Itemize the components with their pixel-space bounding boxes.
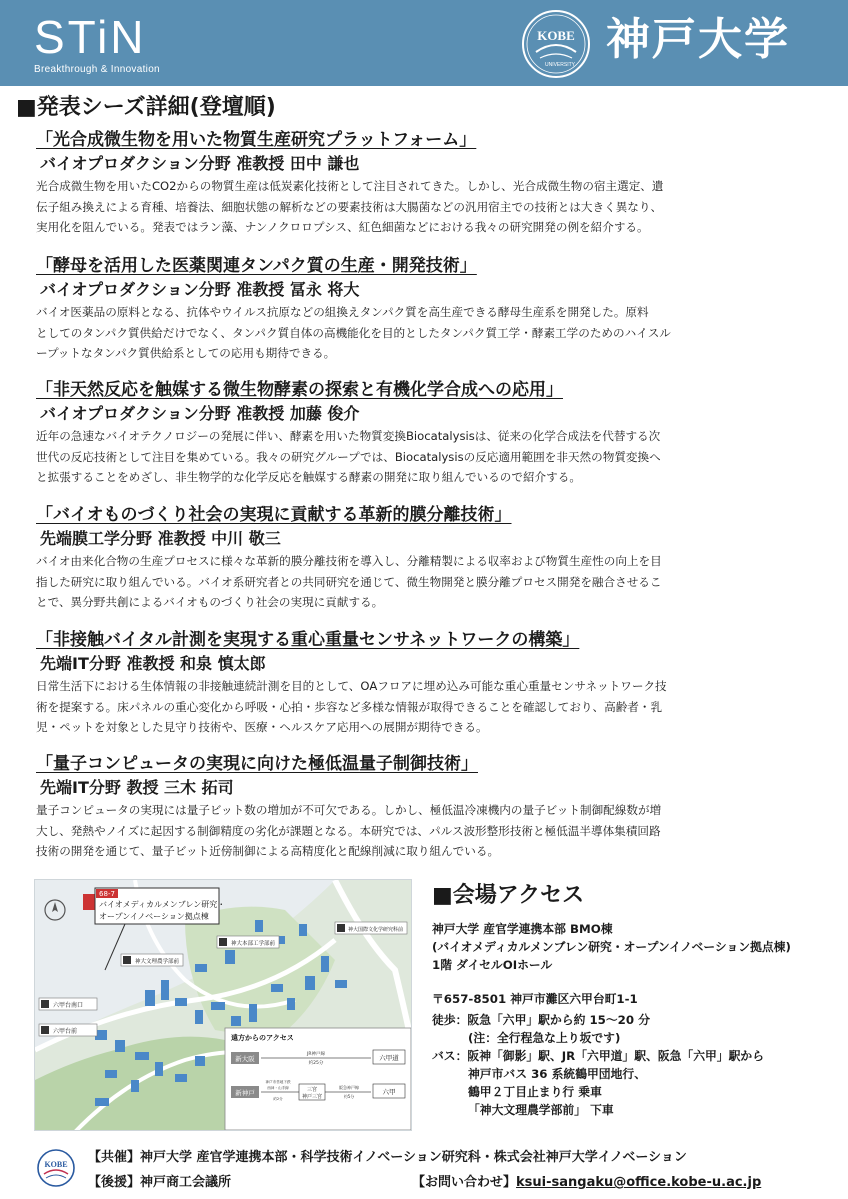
route-line-label: 西神・山手線 [267,1086,289,1090]
seed-description-line: 大し、発熱やノイズに起因する制御精度の劣化が課題となる。本研究では、パルス波形整形技術と極低温半導体集積回路 [36,823,661,838]
seed-description [36,676,816,738]
station-label: 六甲 [382,1088,396,1096]
seed-description-line: 実用化を阻んでいる。発表ではラン藻、ナンノクロロプシス、紅色細菌などにおける我々の研究開発の例を紹介する。 [36,220,649,234]
campus-map-drawing [35,880,412,1131]
bus-stop-label: 神大本部工学部前 [231,941,276,947]
seed-item [36,628,816,738]
venue-building: (バイオメディカルメンブレン研究・オープンイノベーション拠点棟) [432,940,791,954]
seed-description-line: としてのタンパク質供給だけでなく、タンパク質自体の高機能化を目的としたタンパク質工学・酵素工学のためのハイスル [36,325,671,340]
venue-block [432,920,842,974]
contact-line [412,1171,761,1190]
seed-description-line: 近年の急速なバイオテクノロジーの発展に伴い、酵素を用いた物質変換Biocatalysisは、従来の化学合成法を代替する次 [36,429,661,443]
callout-number: 68-7 [99,890,115,898]
stin-tagline: Breakthrough & Innovation [34,64,160,75]
seed-description-line: 児・ペットを対象とした見守り技術や、医療・ヘルスケア応用への展開が期待できる。 [36,720,488,734]
station-label: 新大阪 [235,1055,255,1063]
seed-presenter: 先端IT分野 教授 三木 拓司 [40,778,234,797]
directions-block [432,990,842,1119]
seed-item [36,254,816,364]
station-label: 三宮 [306,1087,318,1093]
walk-note: (注：全行程急な上り坂です) [468,1031,621,1045]
station-label: 新神戸 [235,1089,255,1097]
seed-title: 「酵母を活用した医薬関連タンパク質の生産・開発技術」 [36,256,477,276]
seed-description [36,551,816,613]
seed-description [36,800,816,862]
route-time-label: 約25分 [308,1061,324,1066]
stin-wordmark: STiN [34,11,147,63]
bus-stop-label: 六甲台南口 [53,1002,84,1009]
seed-description [36,426,816,488]
seed-description-line: 術を提案する。床パネルの重心変化から呼吸・心拍・歩容など多様な情報が取得できることを確認しており、高齢者・乳 [36,699,663,714]
access-heading: ■会場アクセス [432,883,585,908]
route-panel [225,1028,411,1130]
bus-directions-line: 「神大文理農学部前」 下車 [468,1103,614,1117]
seed-description-line: 日常生活下における生体情報の非接触連続計測を目的として、OAフロアに埋め込み可能な重心重量センサネットワーク技 [36,679,667,693]
bus-stop-label: 六甲台前 [53,1028,78,1035]
station-label: 六甲道 [379,1054,399,1062]
seed-presenter: バイオプロダクション分野 准教授 冨永 将大 [40,280,360,299]
route-time-label: 約5分 [343,1094,355,1099]
seed-item [36,752,816,862]
route-line-label: 神戸市営地下鉄 [265,1080,291,1084]
seed-title: 「非天然反応を触媒する微生物酵素の探索と有機化学合成への応用」 [36,380,563,400]
seed-item [36,503,816,613]
contact-label: 【お問い合わせ】 [412,1175,517,1190]
seed-title: 「非接触バイタル計測を実現する重心重量センサネットワークの構築」 [36,630,580,650]
walk-directions: 徒歩：阪急「六甲」駅から約 15～20 分 [432,1013,651,1027]
seed-title: 「光合成微生物を用いた物質生産研究プラットフォーム」 [36,130,477,150]
seed-title: 「量子コンピュータの実現に向けた極低温量子制御技術」 [36,754,478,774]
seed-description-line: 伝子組み換えによる育種、培養法、細胞状態の解析などの要素技術は大腸菌などの汎用宿主での技術とは大きく異なり、 [36,199,663,214]
support-line: 【後援】神戸商工会議所 [88,1175,232,1190]
seed-description-line: ープットなタンパク質供給系としての応用も期待できる。 [36,346,336,360]
footer-emblem-text: KOBE [44,1160,68,1169]
seed-description-line: バイオ由来化合物の生産プロセスに様々な革新的膜分離技術を導入し、分離精製による収率および物質生産性の向上を目 [36,554,662,568]
stin-logo [34,11,160,75]
bus-directions-line: 鶴甲２丁目止まり行 乗車 [468,1085,602,1099]
route-time-label: 約2分 [273,1097,283,1101]
university-name: 神戸大学 [606,14,790,65]
station-label: 神戸三宮 [301,1094,323,1100]
emblem-subtext: UNIVERSITY [544,62,576,68]
venue-hall: 1階 ダイセルOIホール [432,958,553,972]
contact-email-link[interactable]: ksui-sangaku@office.kobe-u.ac.jp [516,1175,762,1190]
seed-description-line: 光合成微生物を用いたCO2からの物質生産は低炭素化技術として注目されてきた。しかし、光合成微生物の宿主選定、遺 [36,179,664,193]
route-line-label: 阪急神戸線 [339,1085,359,1090]
venue-name: 神戸大学 産官学連携本部 BMO棟 [432,922,613,936]
seed-presenter: 先端IT分野 准教授 和泉 慎太郎 [40,654,266,673]
seed-description-line: と拡張することをめざし、非生物学的な化学反応を触媒する酵素の開発に取り組んでいるので紹介する。 [36,470,581,484]
seed-item [36,378,816,488]
seed-description [36,302,816,364]
route-line-label: JR神戸線 [307,1052,325,1057]
venue-address: 〒657-8501 神戸市灘区六甲台町1-1 [432,992,638,1006]
cohost-line: 【共催】神戸大学 産官学連携本部・科学技術イノベーション研究科・株式会社神戸大学イノベーション [88,1150,687,1165]
seed-description [36,176,816,238]
seed-description-line: とで、異分野共創によるバイオものづくり社会の実現に貢献する。 [36,595,384,609]
seed-description-line: 技術の開発を通じて、量子ビット近傍制御による高精度化と配線削減に取り組んでいる。 [36,844,500,858]
seed-description-line: 指した研究に取り組んでいる。バイオ系研究者との共同研究を通じて、微生物開発と膜分離プロセス開発を融合させるこ [36,574,662,589]
callout-line: オープンイノベーション拠点棟 [99,912,209,921]
seed-description-line: 世代の反応技術として注目を集めている。我々の研究グループでは、Biocatalysisの反応適用範囲を非天然の物質変換へ [36,449,661,464]
seed-description-line: バイオ医薬品の原料となる、抗体やウイルス抗原などの組換えタンパク質を高生産できる酵母生産系を開発した。原料 [36,305,649,319]
kobe-university-emblem [520,8,592,80]
seed-title: 「バイオものづくり社会の実現に貢献する革新的膜分離技術」 [36,505,512,525]
callout-line: バイオメディカルメンブレン研究・ [99,900,226,909]
bus-stop-label: 神大文理農学部前 [135,959,180,965]
seed-presenter: バイオプロダクション分野 准教授 田中 謙也 [40,154,360,173]
campus-map [34,879,412,1131]
emblem-text: KOBE [537,28,575,43]
seeds-heading: ■発表シーズ詳細(登壇順) [16,95,276,120]
seed-presenter: バイオプロダクション分野 准教授 加藤 俊介 [40,404,360,423]
seed-item [36,128,816,238]
header-banner [0,0,848,86]
kobe-university-footer-emblem [36,1148,76,1188]
route-heading: 遠方からのアクセス [231,1034,294,1042]
bus-directions: バス：阪神「御影」駅、JR「六甲道」駅、阪急「六甲」駅から [432,1049,764,1063]
seed-description-line: 量子コンピュータの実現には量子ビット数の増加が不可欠である。しかし、極低温冷凍機内の量子ビット制御配線数が増 [36,803,662,817]
bus-stop-label: 神大国際文化学研究科前 [348,927,404,933]
seed-presenter: 先端膜工学分野 准教授 中川 敬三 [40,529,281,548]
bus-directions-line: 神戸市バス 36 系統鶴甲団地行、 [468,1067,646,1081]
